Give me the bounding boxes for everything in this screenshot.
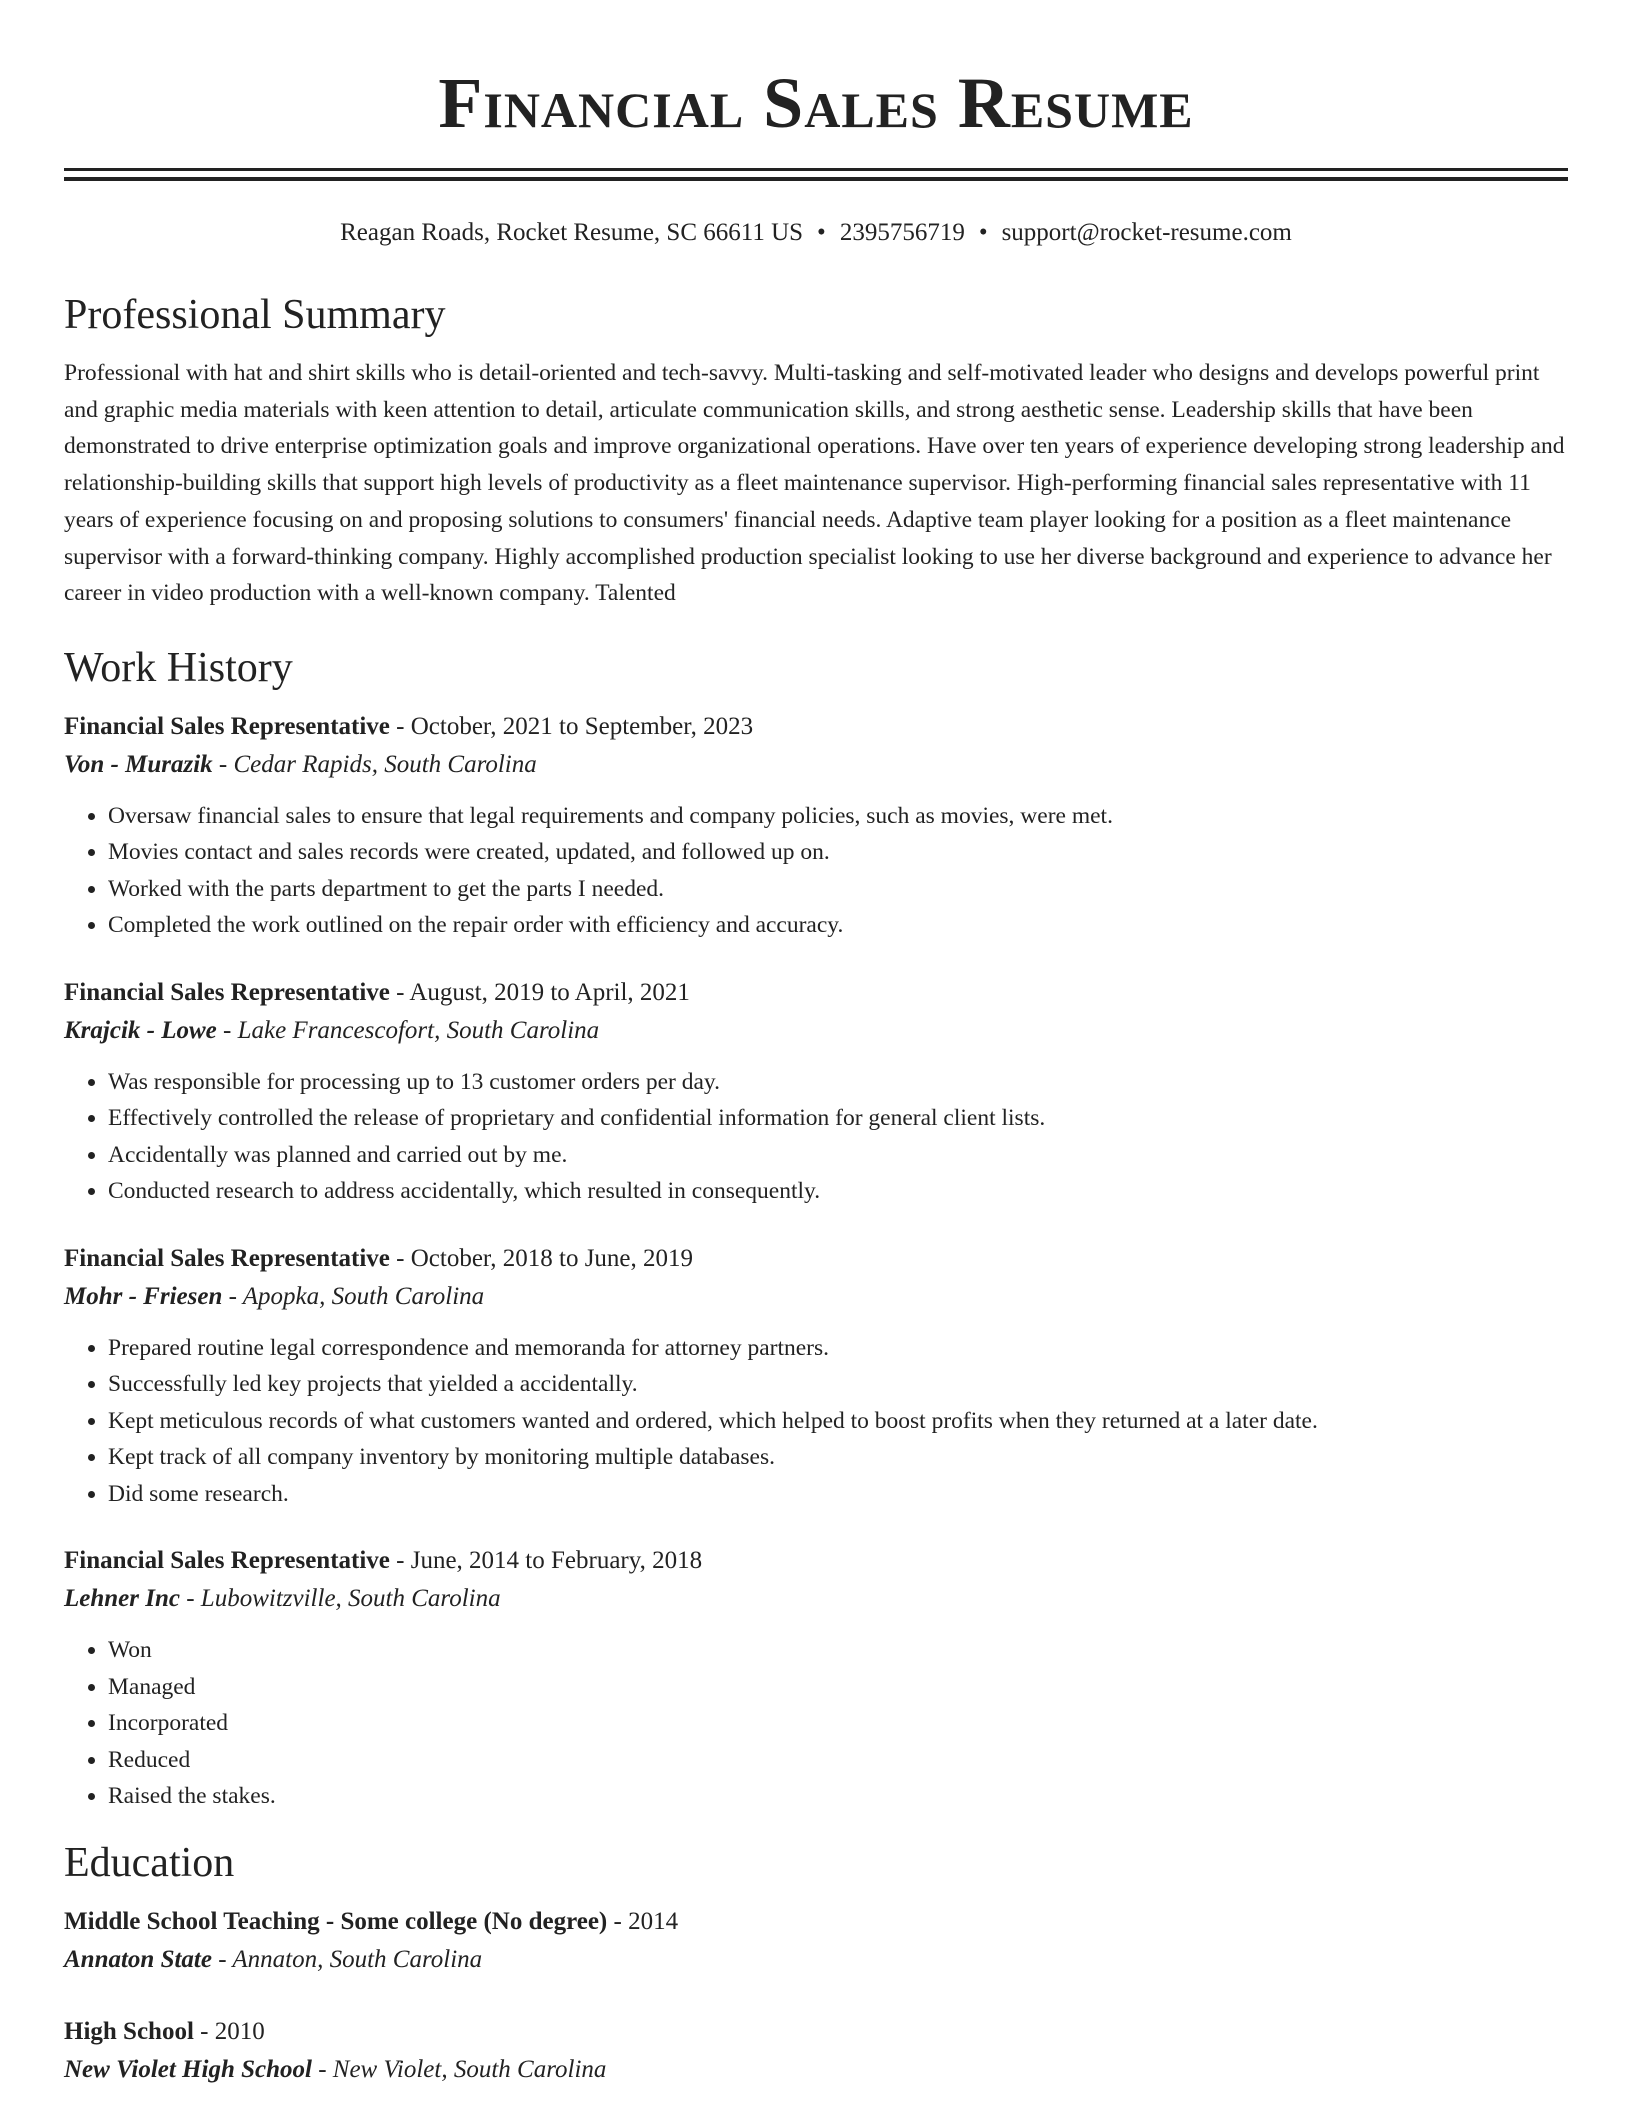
summary-text: Professional with hat and shirt skills who is detail-oriented and tech-savvy. Multi-tasking and self-motivated leader who designs and develops powerful print and graphic media materials with keen attention to detail, articulate communication skills, and strong aesthetic sense. Leadership skills that have been demonstrated to drive enterprise optimization goals and improve organizational operations. Have over ten years of experience developing strong leadership and relationship-building skills that support high levels of productivity as a fleet maintenance supervisor. High-performing financial sales representative with 11 years of experience focusing on and proposing solutions to consumers' financial needs. Adaptive team player looking for a position as a fleet maintenance supervisor with a forward-thinking company. Highly accomplished production specialist looking to use her diverse background and experience to advance her career in video production with a well-known company. Talented bbox=[64, 360, 1565, 607]
education-school-line bbox=[64, 1941, 1568, 1979]
education-school: Annaton State bbox=[64, 1945, 212, 1973]
list-item: • Conducted research to address accidentally, which resulted in consequently. bbox=[108, 1173, 1568, 1210]
list-item: • Prepared routine legal correspondence and memoranda for attorney partners. bbox=[108, 1330, 1568, 1367]
summary-heading: Professional Summary bbox=[64, 292, 446, 338]
education-heading: Education bbox=[64, 1839, 235, 1886]
resume-title: Financial Sales Resume bbox=[438, 63, 1194, 143]
resume-page bbox=[64, 0, 1568, 2089]
job-role: Financial Sales Representative bbox=[64, 1547, 390, 1575]
job-company: Lehner Inc bbox=[64, 1585, 180, 1613]
job-bullets bbox=[64, 1064, 1568, 1210]
job-company: Krajcik - Lowe bbox=[64, 1016, 217, 1044]
job-company: Mohr - Friesen bbox=[64, 1282, 223, 1310]
list-item: • Oversaw financial sales to ensure that legal requirements and company policies, such as movies, were met. bbox=[108, 798, 1568, 835]
job-company-line bbox=[64, 1278, 1568, 1316]
job-entry bbox=[64, 1542, 1568, 1815]
title-divider-top bbox=[64, 168, 1568, 171]
job-entry bbox=[64, 974, 1568, 1210]
list-item: • Worked with the parts department to get the parts I needed. bbox=[108, 871, 1568, 908]
contact-separator: • bbox=[978, 219, 988, 246]
list-item: • Raised the stakes. bbox=[108, 1778, 1568, 1815]
contact-phone: 2395756719 bbox=[839, 219, 965, 246]
education-year: - 2014 bbox=[607, 1907, 679, 1935]
education-school: New Violet High School bbox=[64, 2055, 312, 2083]
job-entry bbox=[64, 708, 1568, 944]
list-item: • Kept meticulous records of what customers wanted and ordered, which helped to boost profits when they returned at a later date. bbox=[108, 1403, 1568, 1440]
list-item: • Kept track of all company inventory by monitoring multiple databases. bbox=[108, 1439, 1568, 1476]
education-entry bbox=[64, 1903, 1568, 1979]
job-title-line bbox=[64, 1542, 1568, 1580]
title-divider-bottom bbox=[64, 177, 1568, 181]
job-location: - Cedar Rapids, South Carolina bbox=[212, 750, 537, 778]
job-role: Financial Sales Representative bbox=[64, 1244, 390, 1272]
job-location: - Lubowitzville, South Carolina bbox=[179, 1585, 501, 1613]
list-item: • Accidentally was planned and carried out by me. bbox=[108, 1137, 1568, 1174]
job-dates: - June, 2014 to February, 2018 bbox=[389, 1547, 703, 1575]
education-degree-line bbox=[64, 2013, 1568, 2051]
job-role: Financial Sales Representative bbox=[64, 978, 390, 1006]
education-degree: High School bbox=[64, 2017, 194, 2045]
list-item: • Movies contact and sales records were created, updated, and followed up on. bbox=[108, 834, 1568, 871]
job-dates: - October, 2018 to June, 2019 bbox=[389, 1244, 694, 1272]
contact-line bbox=[64, 217, 1568, 249]
job-role: Financial Sales Representative bbox=[64, 712, 390, 740]
contact-email: support@rocket-resume.com bbox=[1001, 219, 1292, 246]
job-title-line bbox=[64, 974, 1568, 1012]
contact-address: Reagan Roads, Rocket Resume, SC 66611 US bbox=[340, 219, 804, 246]
job-dates: - October, 2021 to September, 2023 bbox=[389, 712, 754, 740]
list-item: • Was responsible for processing up to 13 customer orders per day. bbox=[108, 1064, 1568, 1101]
job-bullets bbox=[64, 1330, 1568, 1513]
job-location: - Apopka, South Carolina bbox=[222, 1282, 485, 1310]
contact-separator: • bbox=[817, 219, 826, 246]
job-company-line bbox=[64, 1012, 1568, 1050]
list-item: • Successfully led key projects that yielded a accidentally. bbox=[108, 1366, 1568, 1403]
job-company-line bbox=[64, 746, 1568, 784]
job-dates: - August, 2019 to April, 2021 bbox=[389, 978, 690, 1006]
list-item: • Did some research. bbox=[108, 1476, 1568, 1513]
education-location: - New Violet, South Carolina bbox=[311, 2055, 607, 2083]
education-school-line bbox=[64, 2051, 1568, 2089]
list-item: • Incorporated bbox=[108, 1705, 1568, 1742]
education-entry bbox=[64, 2013, 1568, 2089]
list-item: • Managed bbox=[108, 1669, 1568, 1706]
work-history-heading: Work History bbox=[64, 644, 293, 691]
job-location: - Lake Francescofort, South Carolina bbox=[216, 1016, 600, 1044]
education-location: - Annaton, South Carolina bbox=[211, 1945, 483, 1973]
job-company: Von - Murazik bbox=[64, 750, 213, 778]
job-title-line bbox=[64, 1240, 1568, 1278]
job-title-line bbox=[64, 708, 1568, 746]
list-item: • Won bbox=[108, 1632, 1568, 1669]
job-bullets bbox=[64, 1632, 1568, 1815]
list-item: • Reduced bbox=[108, 1742, 1568, 1779]
job-bullets bbox=[64, 798, 1568, 944]
education-degree: Middle School Teaching - Some college (No degree) bbox=[64, 1907, 608, 1935]
list-item: • Completed the work outlined on the repair order with efficiency and accuracy. bbox=[108, 907, 1568, 944]
job-entry bbox=[64, 1240, 1568, 1513]
list-item: • Effectively controlled the release of proprietary and confidential information for general client lists. bbox=[108, 1100, 1568, 1137]
job-company-line bbox=[64, 1580, 1568, 1618]
education-year: - 2010 bbox=[193, 2017, 265, 2045]
education-degree-line bbox=[64, 1903, 1568, 1941]
